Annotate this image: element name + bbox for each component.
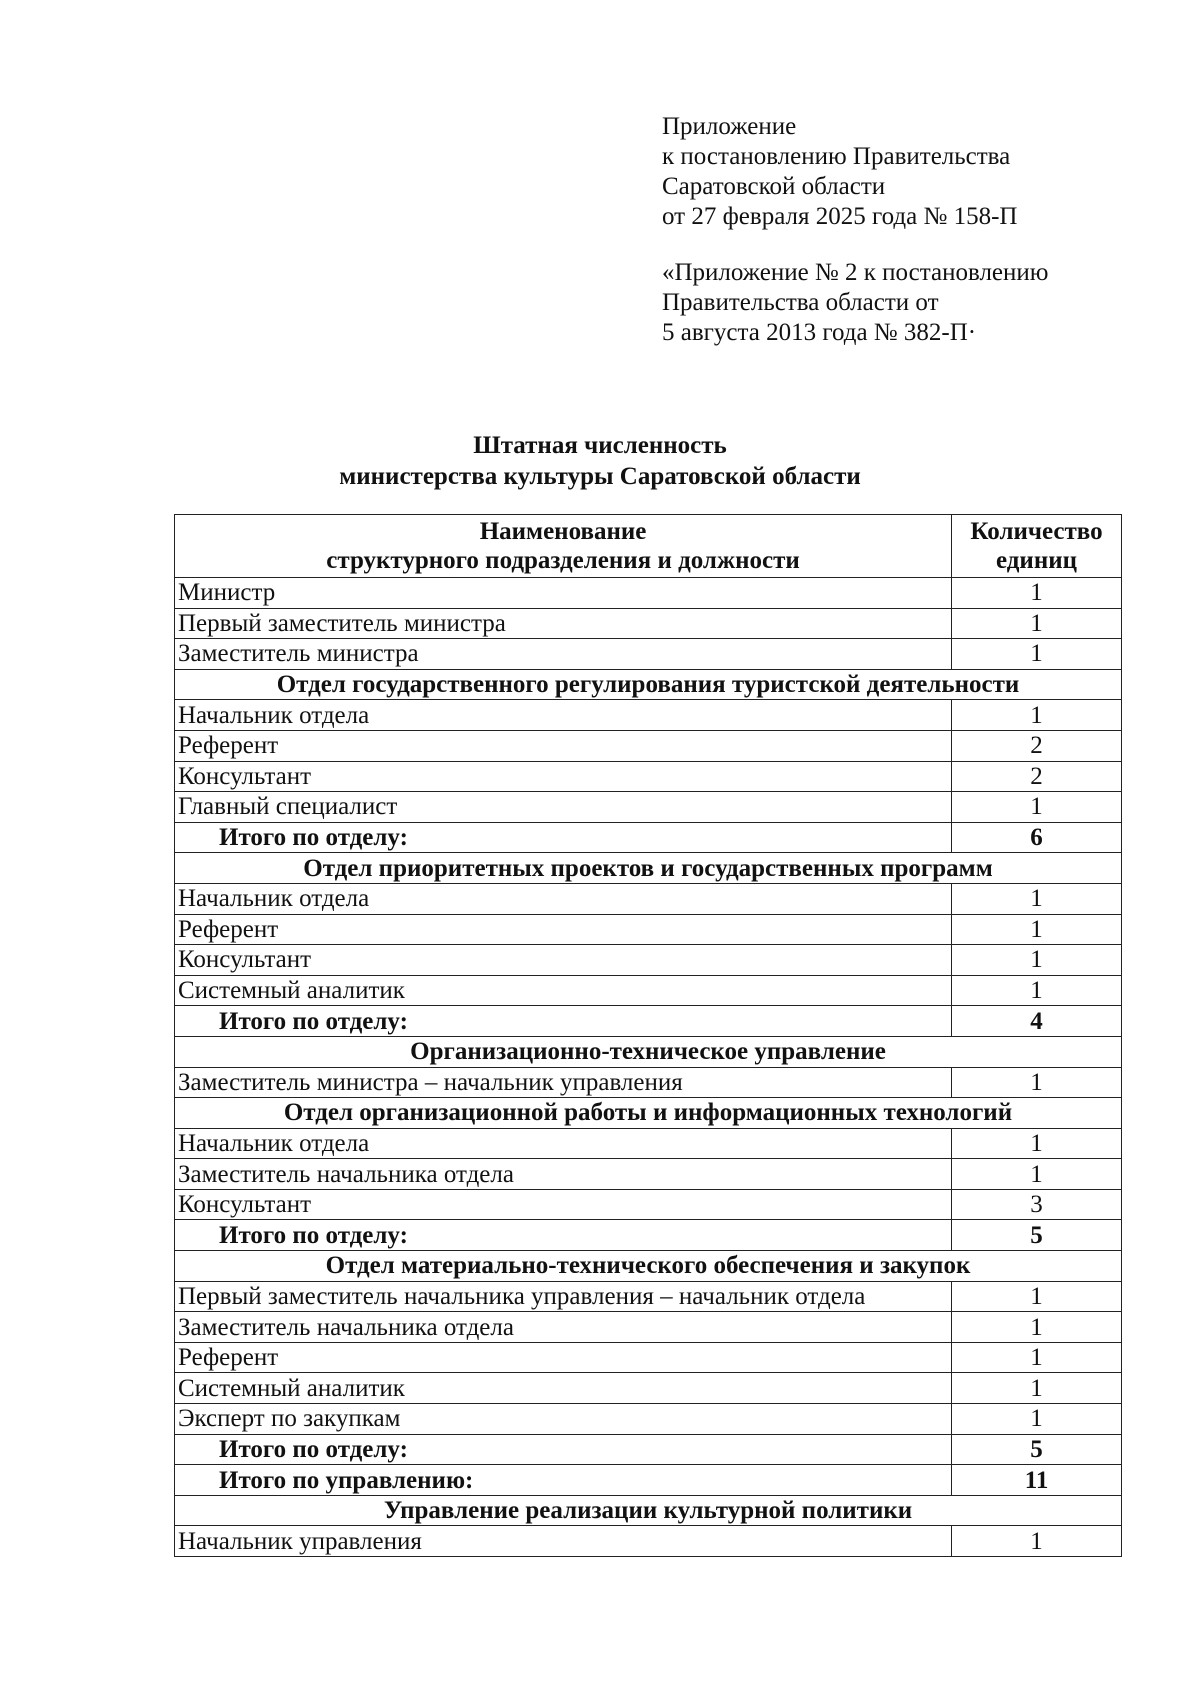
- position-count: 1: [952, 639, 1122, 670]
- quoted-appendix-line: Правительства области от: [662, 289, 939, 316]
- table-row: [175, 730, 1122, 761]
- position-count: 1: [952, 1404, 1122, 1435]
- header-gap: [662, 232, 1182, 258]
- position-name: Консультант: [175, 1189, 952, 1220]
- subtotal-count: 4: [952, 1006, 1122, 1037]
- table-row: [175, 1067, 1122, 1098]
- section-title: Отдел организационной работы и информационных технологий: [175, 1098, 1122, 1129]
- table-row: [175, 1128, 1122, 1159]
- column-header-name-line-1: Наименование: [479, 518, 647, 545]
- appendix-header: [662, 112, 1182, 348]
- column-header-count-line-1: Количество: [970, 518, 1103, 545]
- section-title: Организационно-техническое управление: [175, 1036, 1122, 1067]
- quoted-appendix-line: «Приложение № 2 к постановлению: [662, 259, 1049, 286]
- position-name: Системный аналитик: [175, 975, 952, 1006]
- table-row: [175, 700, 1122, 731]
- subtotal-label: Итого по отделу:: [175, 1220, 952, 1251]
- position-count: 1: [952, 1159, 1122, 1190]
- position-count: 1: [952, 578, 1122, 609]
- subtotal-count: 11: [952, 1465, 1122, 1496]
- position-name: Заместитель начальника отдела: [175, 1159, 952, 1190]
- title-line-1: Штатная численность: [473, 432, 727, 459]
- appendix-line: Приложение: [662, 113, 797, 140]
- section-title: Отдел материально-технического обеспечения и закупок: [175, 1251, 1122, 1282]
- position-name: Первый заместитель министра: [175, 608, 952, 639]
- table-row: [175, 1373, 1122, 1404]
- subtotal-row: [175, 1220, 1122, 1251]
- position-count: 1: [952, 1067, 1122, 1098]
- table-row: [175, 1189, 1122, 1220]
- table-row: [175, 608, 1122, 639]
- position-count: 1: [952, 1128, 1122, 1159]
- subtotal-row: [175, 822, 1122, 853]
- subtotal-row: [175, 1465, 1122, 1496]
- section-title: Отдел государственного регулирования туристской деятельности: [175, 669, 1122, 700]
- section-row: [175, 1036, 1122, 1067]
- position-count: 3: [952, 1189, 1122, 1220]
- table-row: [175, 1404, 1122, 1435]
- staffing-table: [174, 514, 1122, 1557]
- position-name: Консультант: [175, 945, 952, 976]
- document-title: [0, 430, 1200, 492]
- appendix-line: Саратовской области: [662, 173, 886, 200]
- position-name: Первый заместитель начальника управления – начальник отдела: [175, 1281, 952, 1312]
- column-header-count-line-2: единиц: [996, 547, 1078, 574]
- position-count: 2: [952, 730, 1122, 761]
- position-name: Эксперт по закупкам: [175, 1404, 952, 1435]
- position-count: 1: [952, 945, 1122, 976]
- position-name: Главный специалист: [175, 792, 952, 823]
- position-name: Заместитель министра – начальник управления: [175, 1067, 952, 1098]
- table-row: [175, 883, 1122, 914]
- section-title: Управление реализации культурной политики: [175, 1495, 1122, 1526]
- position-name: Консультант: [175, 761, 952, 792]
- position-name: Заместитель начальника отдела: [175, 1312, 952, 1343]
- column-header-count: [952, 515, 1122, 578]
- subtotal-label: Итого по управлению:: [175, 1465, 952, 1496]
- position-name: Заместитель министра: [175, 639, 952, 670]
- column-header-name: [175, 515, 952, 578]
- position-count: 1: [952, 914, 1122, 945]
- position-name: Референт: [175, 730, 952, 761]
- column-header-name-line-2: структурного подразделения и должности: [326, 547, 800, 574]
- table-row: [175, 761, 1122, 792]
- section-row: [175, 1098, 1122, 1129]
- position-name: Начальник отдела: [175, 700, 952, 731]
- position-count: 2: [952, 761, 1122, 792]
- position-name: Начальник управления: [175, 1526, 952, 1557]
- position-count: 1: [952, 883, 1122, 914]
- subtotal-label: Итого по отделу:: [175, 822, 952, 853]
- table-row: [175, 975, 1122, 1006]
- subtotal-row: [175, 1434, 1122, 1465]
- position-name: Министр: [175, 578, 952, 609]
- section-title: Отдел приоритетных проектов и государственных программ: [175, 853, 1122, 884]
- subtotal-label: Итого по отделу:: [175, 1434, 952, 1465]
- position-name: Референт: [175, 914, 952, 945]
- section-row: [175, 669, 1122, 700]
- table-row: [175, 1342, 1122, 1373]
- position-count: 1: [952, 1312, 1122, 1343]
- subtotal-count: 5: [952, 1434, 1122, 1465]
- position-name: Начальник отдела: [175, 1128, 952, 1159]
- position-count: 1: [952, 1342, 1122, 1373]
- quoted-appendix-line: 5 августа 2013 года № 382-П·: [662, 319, 977, 346]
- title-line-2: министерства культуры Саратовской области: [339, 463, 861, 490]
- table-row: [175, 1526, 1122, 1557]
- table-row: [175, 1281, 1122, 1312]
- appendix-line: к постановлению Правительства: [662, 143, 1011, 170]
- position-name: Начальник отдела: [175, 883, 952, 914]
- table-body: [175, 578, 1122, 1557]
- table-row: [175, 792, 1122, 823]
- table-header-row: [175, 515, 1122, 578]
- table-row: [175, 1312, 1122, 1343]
- subtotal-row: [175, 1006, 1122, 1037]
- section-row: [175, 853, 1122, 884]
- subtotal-label: Итого по отделу:: [175, 1006, 952, 1037]
- section-row: [175, 1495, 1122, 1526]
- position-count: 1: [952, 1373, 1122, 1404]
- table-row: [175, 1159, 1122, 1190]
- position-count: 1: [952, 700, 1122, 731]
- section-row: [175, 1251, 1122, 1282]
- position-name: Системный аналитик: [175, 1373, 952, 1404]
- table-row: [175, 945, 1122, 976]
- table-row: [175, 639, 1122, 670]
- position-count: 1: [952, 1281, 1122, 1312]
- table-row: [175, 578, 1122, 609]
- position-count: 1: [952, 792, 1122, 823]
- position-count: 1: [952, 1526, 1122, 1557]
- position-name: Референт: [175, 1342, 952, 1373]
- position-count: 1: [952, 975, 1122, 1006]
- position-count: 1: [952, 608, 1122, 639]
- subtotal-count: 6: [952, 822, 1122, 853]
- appendix-line: от 27 февраля 2025 года № 158-П: [662, 203, 1018, 230]
- subtotal-count: 5: [952, 1220, 1122, 1251]
- table-row: [175, 914, 1122, 945]
